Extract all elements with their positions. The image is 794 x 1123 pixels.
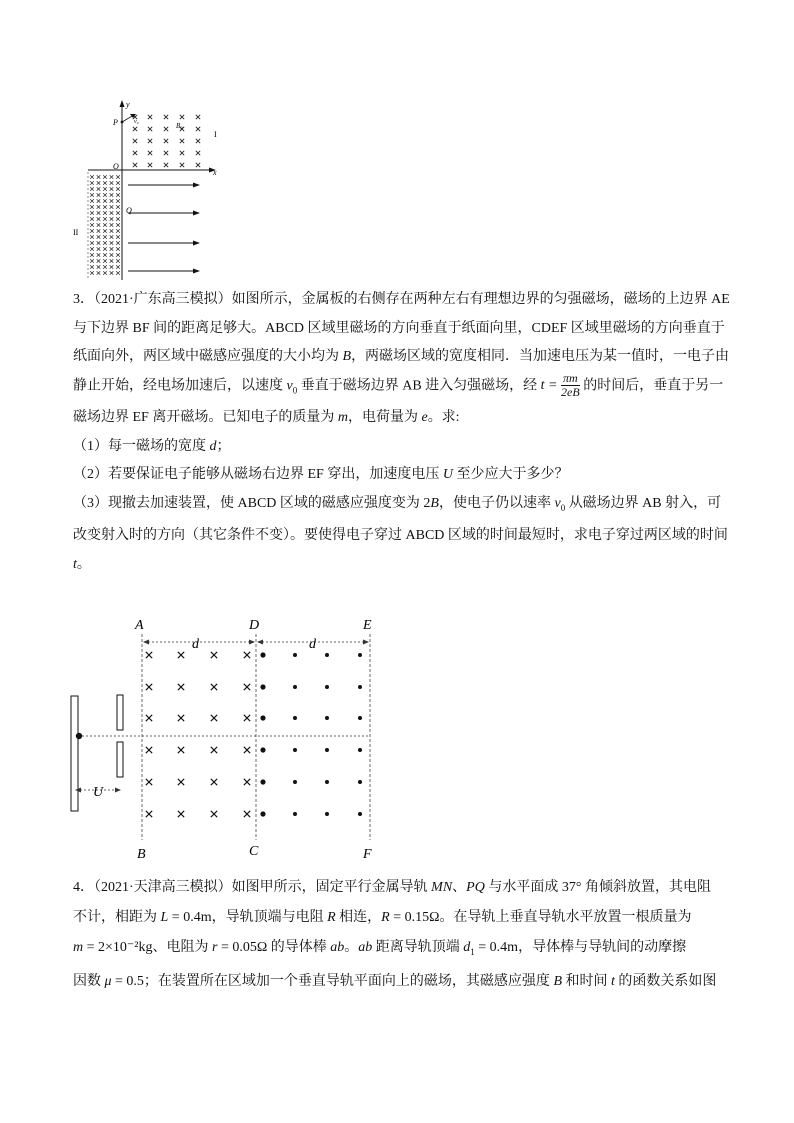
subscript: 1: [470, 946, 475, 957]
text: 不计，相距为: [73, 910, 161, 925]
region-CDEF-dots: [260, 652, 362, 816]
cathode-plate: [71, 696, 78, 811]
cross-mark: [196, 139, 200, 143]
cross-mark: [103, 253, 107, 257]
text: 。: [344, 940, 359, 955]
dot-mark: [358, 653, 362, 657]
cross-mark: [110, 265, 114, 269]
dot-mark: [325, 748, 329, 752]
cross-mark: [97, 229, 101, 233]
cross-mark: [103, 217, 107, 221]
cross-mark: [97, 271, 101, 275]
text: 垂直于磁场边界 AB 进入匀强磁场，经: [297, 377, 541, 393]
cross-mark: [180, 151, 184, 155]
cross-mark: [116, 259, 120, 263]
cross-mark: [133, 163, 137, 167]
symbol-B: B: [430, 495, 439, 511]
cross-mark: [110, 205, 114, 209]
cross-mark: [110, 211, 114, 215]
formula-t: [541, 372, 580, 401]
p3-question-1: [73, 433, 738, 462]
cross-mark: [90, 217, 94, 221]
cross-mark: [116, 211, 120, 215]
dot-mark: [293, 780, 297, 784]
cross-mark: [178, 747, 184, 753]
p4-line-2: [73, 903, 738, 933]
dot-mark: [325, 653, 329, 657]
label-U: U: [93, 785, 104, 800]
label-A: A: [135, 618, 144, 633]
label-region-I: I: [214, 130, 217, 139]
p3-question-3-line-3: [73, 551, 738, 580]
text: 与水平面成 37° 角倾斜放置，其电阻: [484, 880, 711, 895]
text: 因数: [73, 973, 105, 989]
cross-mark: [116, 247, 120, 251]
cross-mark: [103, 241, 107, 245]
label-v0: v₀: [134, 119, 139, 125]
text: 4．（2021·天津高三模拟）如图甲所示，固定平行金属导轨: [73, 880, 432, 895]
cross-mark: [103, 205, 107, 209]
label-D: D: [249, 618, 260, 633]
dot-mark: [260, 715, 265, 720]
cross-mark: [211, 747, 217, 753]
p3-question-2: [73, 461, 738, 490]
symbol-MN: MN: [431, 880, 453, 895]
cross-mark: [90, 265, 94, 269]
cross-mark: [90, 223, 94, 227]
cross-mark: [97, 217, 101, 221]
cross-mark: [244, 715, 250, 721]
arrowhead: [115, 788, 121, 793]
cross-mark: [148, 139, 152, 143]
text: 的函数关系如图: [614, 973, 717, 989]
cross-mark: [110, 247, 114, 251]
cross-mark: [90, 247, 94, 251]
symbol-r: r: [212, 940, 218, 955]
text: （1）每一磁场的宽度: [73, 438, 210, 454]
symbol-t: t: [73, 556, 77, 572]
text: 。: [76, 556, 91, 572]
text: ，使电子仍以速率: [438, 495, 555, 511]
cross-mark: [103, 193, 107, 197]
cross-mark: [110, 271, 114, 275]
cross-mark: [103, 175, 107, 179]
cross-mark: [116, 241, 120, 245]
arrowhead: [257, 640, 263, 645]
cross-mark: [103, 187, 107, 191]
p3-line-1: 3．（2021·广东高三模拟）如图所示，金属板的右侧存在两种左右有理想边界的匀强磁场，磁场的上边界 AE: [73, 292, 730, 307]
cross-mark: [97, 265, 101, 269]
cross-mark: [97, 241, 101, 245]
label-B0: B₀: [176, 122, 183, 130]
cross-mark: [133, 151, 137, 155]
label-P: P: [113, 118, 118, 127]
text: = 0.05Ω 的导体棒: [217, 940, 331, 955]
region-I-crosses: [133, 115, 200, 167]
cross-mark: [97, 259, 101, 263]
cross-mark: [90, 181, 94, 185]
label-C: C: [249, 844, 259, 859]
cross-mark: [244, 811, 250, 817]
symbol-e: e: [421, 410, 428, 426]
p3-line-5: [73, 404, 738, 433]
dot-mark: [260, 684, 265, 689]
cross-mark: [103, 181, 107, 185]
text: 的时间后，垂直于另一: [579, 377, 724, 393]
cross-mark: [178, 715, 184, 721]
formula-lhs: t =: [540, 377, 558, 393]
cross-mark: [90, 235, 94, 239]
cross-mark: [148, 163, 152, 167]
cross-mark: [116, 271, 120, 275]
cross-mark: [97, 247, 101, 251]
dot-mark: [358, 812, 362, 816]
cross-mark: [103, 211, 107, 215]
text: ；: [216, 438, 231, 454]
cross-mark: [164, 151, 168, 155]
cross-mark: [103, 199, 107, 203]
text: 、: [452, 880, 467, 895]
cross-mark: [97, 205, 101, 209]
cross-mark: [90, 229, 94, 233]
anode-plate-lower: [117, 742, 123, 777]
label-B: B: [137, 847, 146, 862]
cross-mark: [97, 199, 101, 203]
dot-mark: [325, 716, 329, 720]
symbol-ab: ab: [330, 940, 345, 955]
cross-mark: [178, 652, 184, 658]
label-d-left: d: [192, 637, 199, 652]
text: 距离导轨顶端: [372, 940, 464, 955]
cross-mark: [196, 163, 200, 167]
cross-mark: [110, 223, 114, 227]
dot-mark: [293, 812, 297, 816]
cross-mark: [110, 259, 114, 263]
text: 从磁场边界 AB 射入，可: [565, 495, 722, 511]
cross-mark: [164, 139, 168, 143]
y-axis-arrow: [120, 100, 125, 107]
label-y: y: [126, 100, 130, 109]
cross-mark: [244, 779, 250, 785]
cross-mark: [110, 181, 114, 185]
cross-mark: [90, 199, 94, 203]
cross-mark: [211, 811, 217, 817]
symbol-mu: μ: [104, 973, 112, 989]
dot-mark: [293, 653, 297, 657]
cross-mark: [110, 241, 114, 245]
symbol-R: R: [381, 910, 390, 925]
field-arrowhead: [193, 269, 200, 274]
cross-mark: [103, 229, 107, 233]
cross-mark: [116, 253, 120, 257]
region-II-crosses: [90, 175, 120, 275]
cross-mark: [110, 235, 114, 239]
electric-field-arrows: [128, 183, 200, 274]
cross-mark: [103, 265, 107, 269]
p4-line-1: [73, 873, 738, 903]
dot-mark: [260, 747, 265, 752]
cross-mark: [103, 223, 107, 227]
cross-mark: [178, 684, 184, 690]
cross-mark: [148, 127, 152, 131]
cross-mark: [110, 175, 114, 179]
symbol-B: B: [553, 973, 562, 989]
cross-mark: [164, 127, 168, 131]
text: 相连，: [335, 910, 382, 925]
symbol-v: v: [554, 495, 561, 511]
cross-mark: [110, 253, 114, 257]
text: = 0.5；在装置所在区域加一个垂直导轨平面向上的磁场，其磁感应强度: [111, 973, 554, 989]
cross-mark: [116, 193, 120, 197]
label-O: O: [113, 162, 119, 171]
cross-mark: [90, 175, 94, 179]
cross-mark: [196, 151, 200, 155]
cross-mark: [164, 115, 168, 119]
electron-source: [76, 733, 82, 739]
cross-mark: [97, 187, 101, 191]
cross-mark: [164, 163, 168, 167]
p3-line-2: 与下边界 BF 间的距离足够大。ABCD 区域里磁场的方向垂直于纸面向里，CDEF 区域里磁场的方向垂直于: [73, 320, 725, 336]
symbol-m: m: [337, 410, 348, 426]
cross-mark: [90, 259, 94, 263]
symbol-t: t: [611, 973, 615, 989]
cross-mark: [90, 193, 94, 197]
cross-mark: [103, 235, 107, 239]
cross-mark: [178, 779, 184, 785]
dot-mark: [325, 780, 329, 784]
text: ，两磁场区域的宽度相同．当加速电压为某一值时，一电子由: [351, 349, 730, 364]
field-arrowhead: [193, 211, 200, 216]
cross-mark: [116, 175, 120, 179]
symbol-R: R: [327, 910, 336, 925]
arrowhead: [249, 640, 255, 645]
symbol-d: d: [209, 438, 217, 454]
problem-3-statement: [73, 286, 738, 579]
label-d-right: d: [309, 637, 316, 652]
text: ，电荷量为: [347, 410, 422, 426]
text: （2）若要保证电子能够从磁场右边界 EF 穿出，加速度电压: [73, 467, 443, 483]
cross-mark: [211, 779, 217, 785]
cross-mark: [133, 139, 137, 143]
cross-mark: [90, 205, 94, 209]
label-E: E: [363, 618, 372, 633]
cross-mark: [90, 211, 94, 215]
cross-mark: [148, 115, 152, 119]
cross-mark: [103, 247, 107, 251]
cross-mark: [146, 715, 152, 721]
p4-line-3: [73, 933, 738, 967]
symbol-ab: ab: [358, 940, 373, 955]
cross-mark: [97, 181, 101, 185]
dot-mark: [325, 812, 329, 816]
cross-mark: [146, 684, 152, 690]
dot-mark: [358, 685, 362, 689]
arrowhead: [143, 640, 149, 645]
text: 纸面向外，两区域中磁感应强度的大小均为: [73, 349, 343, 364]
cross-mark: [110, 217, 114, 221]
cross-mark: [211, 684, 217, 690]
text: 。求:: [427, 410, 460, 426]
text: = 2×10⁻²kg、电阻为: [83, 940, 213, 955]
dot-mark: [358, 780, 362, 784]
anode-plate-upper: [117, 695, 123, 730]
text: 和时间: [562, 973, 611, 989]
cross-mark: [133, 127, 137, 131]
cross-mark: [97, 253, 101, 257]
label-F: F: [363, 847, 372, 862]
cross-mark: [110, 193, 114, 197]
cross-mark: [244, 684, 250, 690]
cross-mark: [116, 229, 120, 233]
dot-mark: [325, 685, 329, 689]
cross-mark: [116, 181, 120, 185]
dot-mark: [358, 748, 362, 752]
cross-mark: [178, 811, 184, 817]
dot-mark: [260, 652, 265, 657]
cross-mark: [180, 139, 184, 143]
cross-mark: [97, 193, 101, 197]
symbol-PQ: PQ: [466, 880, 485, 895]
dot-mark: [293, 748, 297, 752]
label-Q: Q: [126, 206, 132, 215]
point-P: [121, 121, 124, 124]
symbol-B: B: [342, 349, 352, 364]
cross-mark: [196, 115, 200, 119]
symbol-m: m: [73, 940, 84, 955]
cross-mark: [244, 652, 250, 658]
cross-mark: [90, 271, 94, 275]
dot-mark: [293, 685, 297, 689]
dot-mark: [260, 811, 265, 816]
formula-numerator: πm: [563, 370, 578, 385]
text: = 0.15Ω。在导轨上垂直导轨水平放置一根质量为: [389, 910, 692, 925]
region-ABCD-crosses: [146, 652, 250, 817]
p3-line-4: [73, 372, 738, 405]
cross-mark: [90, 241, 94, 245]
cross-mark: [110, 187, 114, 191]
symbol-d: d: [463, 940, 471, 955]
text: = 0.4m，导体棒与导轨间的动摩擦: [474, 940, 687, 955]
symbol-L: L: [160, 910, 169, 925]
p3-line-3: [73, 343, 738, 372]
arrowhead: [363, 640, 369, 645]
cross-mark: [97, 223, 101, 227]
dot-mark: [358, 716, 362, 720]
cross-mark: [180, 115, 184, 119]
cross-mark: [97, 211, 101, 215]
cross-mark: [116, 217, 120, 221]
symbol-U: U: [442, 467, 453, 483]
cross-mark: [110, 229, 114, 233]
cross-mark: [90, 253, 94, 257]
cross-mark: [116, 205, 120, 209]
field-arrowhead: [193, 241, 200, 246]
cross-mark: [244, 747, 250, 753]
cross-mark: [180, 163, 184, 167]
p3-question-3-line-2: 改变射入时的方向（其它条件不变）。要使得电子穿过 ABCD 区域的时间最短时，求电子穿过两区域的时间: [73, 528, 728, 544]
cross-mark: [116, 187, 120, 191]
p4-line-4: [73, 967, 738, 997]
text: 静止开始，经电场加速后，以速度: [73, 377, 287, 393]
problem-4-statement: [73, 873, 738, 997]
text: = 0.4m，导轨顶端与电阻: [168, 910, 328, 925]
subscript: 0: [292, 384, 298, 395]
cross-mark: [211, 715, 217, 721]
cross-mark: [116, 265, 120, 269]
cross-mark: [196, 127, 200, 131]
cross-mark: [146, 779, 152, 785]
cross-mark: [148, 151, 152, 155]
cross-mark: [116, 223, 120, 227]
dot-mark: [260, 779, 265, 784]
field-arrowhead: [193, 183, 200, 188]
label-region-II: II: [73, 228, 79, 237]
formula-denominator: 2eB: [561, 384, 580, 399]
cross-mark: [211, 652, 217, 658]
dot-mark: [293, 716, 297, 720]
cross-mark: [103, 259, 107, 263]
cross-mark: [90, 187, 94, 191]
cross-mark: [116, 235, 120, 239]
text: 至少应大于多少？: [452, 467, 569, 483]
cross-mark: [146, 811, 152, 817]
cross-mark: [146, 652, 152, 658]
symbol-v: v: [286, 377, 293, 393]
figure-2-field-diagram: [60, 612, 390, 862]
label-x: x: [213, 168, 217, 177]
text: 磁场边界 EF 离开磁场。已知电子的质量为: [73, 410, 338, 426]
cross-mark: [103, 271, 107, 275]
subscript: 0: [560, 502, 566, 513]
cross-mark: [97, 235, 101, 239]
cross-mark: [146, 747, 152, 753]
p3-question-3-line-1: [73, 490, 738, 522]
cross-mark: [116, 199, 120, 203]
figure-1-field-diagram: [70, 95, 230, 285]
cross-mark: [97, 175, 101, 179]
text: （3）现撤去加速装置，使 ABCD 区域的磁感应强度变为 2: [73, 495, 431, 511]
cross-mark: [110, 199, 114, 203]
